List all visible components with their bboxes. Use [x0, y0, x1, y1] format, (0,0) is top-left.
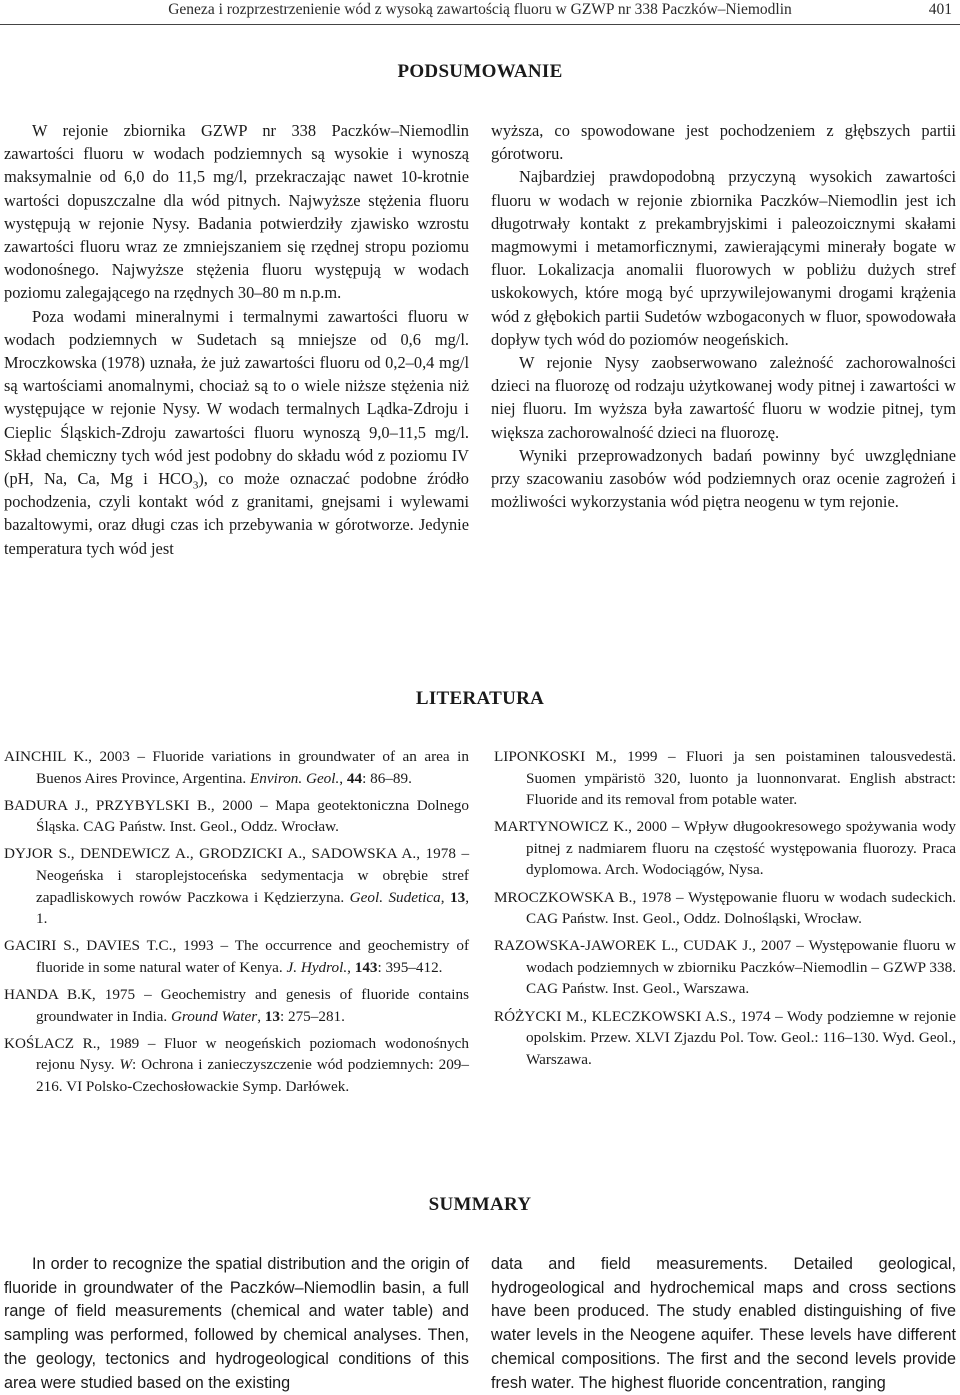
paragraph: In order to recognize the spatial distribution and the origin of fluoride in groundwater of the Paczków–Niemodlin basin, a full range of field measurements (chemical and water table) and sampling was performed, followed by chemical analyses. Then, the geology, tectonics and hydrogeological conditions of this area were studied based on the existing	[4, 1255, 469, 1392]
ref-text: ,	[257, 1007, 265, 1025]
ref-pages: , 1.	[36, 888, 470, 928]
reference-item	[4, 795, 469, 838]
ref-authors: DENDEWICZ A.	[80, 845, 190, 863]
ref-authors: DAVIES T.C.	[86, 937, 173, 955]
paragraph: data and field measurements. Detailed geological, hydrogeological and hydrochemical maps and cross sections have been produced. The study enabled distinguishing of five water levels in the Neogene aquifer. These levels have different chemical compositions. The first and the second levels provide fresh water. The highest fluoride concentration, ranging	[491, 1255, 956, 1392]
reference-item	[494, 1006, 956, 1071]
ref-authors: RAZOWSKA-JAWOREK L.	[494, 937, 675, 955]
ref-text: , 2000 – Wpływ długookresowego spożywania wody pitnej z nadmiarem fluoru na częstość występowania fluorozy. Praca dyplomowa. Arch. Wodociągów, Nysa.	[526, 818, 956, 879]
ref-text: ,	[440, 888, 451, 906]
ref-separator: ,	[189, 845, 200, 863]
podsumowanie-left-column	[4, 119, 469, 560]
references-left-column	[4, 746, 469, 1103]
ref-separator: ,	[302, 845, 312, 863]
ref-pages: : 86–89.	[362, 769, 412, 787]
paragraph: wyższa, co spowodowane jest pochodzeniem z głębszych partii górotworu.	[491, 121, 956, 164]
ref-text: , 1978 – Neogeńska i staroplejstoceńska sedymentacja w obrębie stref zapadliskowych rowów Paczkowa i Kędzierzyna.	[36, 845, 470, 906]
section-heading-literatura: LITERATURA	[415, 688, 545, 709]
running-header	[0, 0, 960, 26]
ref-text: ,	[339, 769, 347, 787]
summary-right-column	[491, 1253, 956, 1395]
paragraph-text: ), co może oznaczać podobne źródło pochodzenia, czyli kontakt wód z granitami, gnejsami i wylewami bazaltowymi, oraz długi czas ich przebywania w górotworze. Jedynie temperatura tych wód jest	[4, 469, 469, 558]
ref-authors: HANDA B.K	[4, 985, 92, 1003]
ref-separator: ,	[84, 796, 96, 814]
subscript: 3	[192, 479, 199, 492]
ref-authors: MROCZKOWSKA B.	[494, 888, 633, 906]
ref-authors: AINCHIL K.	[4, 748, 89, 765]
ref-authors: GACIRI S.	[4, 937, 76, 955]
ref-separator: ,	[583, 1007, 592, 1025]
ref-journal: W	[119, 1056, 133, 1074]
ref-volume: 143	[354, 958, 378, 976]
ref-separator: ,	[674, 937, 684, 955]
reference-item	[494, 746, 956, 811]
summary-left-column	[4, 1253, 469, 1395]
reference-item	[494, 935, 956, 1000]
reference-item	[494, 816, 956, 881]
ref-separator: ,	[70, 845, 81, 863]
header-rule	[0, 24, 960, 25]
paragraph: Najbardziej prawdopodobną przyczyną wysokich zawartości fluoru w wodach w rejonie zbiornika Paczków–Niemodlin jest ich długotrwały kontakt z prekambryjskimi i paleozoicznymi skałami magmowymi i metamorficznymi, zawierającymi minerały bogate w fluor. Lokalizacja anomalii fluorowych w pobliżu dużych stref uskokowych, które mogą być uprzywilejowanymi drogami krążenia wód z głębokich partii Sudetów wzbogaconych w fluor, spowodowała dopływ tych wód do poziomów neogeńskich.	[491, 167, 956, 349]
section-heading-summary: SUMMARY	[428, 1194, 532, 1215]
paragraph: W rejonie Nysy zaobserwowano zależność zachorowalności dzieci na fluorozę od rodzaju użytkowanej wody pitnej i zawartości w niej fluoru. Im wyższa była zawartość fluoru w wodzie pitnej, tym większa zachorowalność dzieci na fluorozę.	[491, 353, 956, 442]
ref-text: , 1999 – Fluori ja sen poistaminen talousvedestä. Suomen ympäristö 320, luonto ja luonnonvarat. English abstract: Fluoride and its removal from potable water.	[526, 748, 956, 809]
running-title: Geneza i rozprzestrzenienie wód z wysoką zawartością fluoru w GZWP nr 338 Paczków–Niemodlin	[168, 1, 792, 18]
podsumowanie-right-column	[491, 119, 956, 513]
paragraph-text: Poza wodami mineralnymi i termalnymi zawartości fluoru w wodach podziemnych w Sudetach są mniejsze od 0,6 mg/l. Mroczkowska (1978) uznała, że już zawartości fluoru od 0,2–0,4 mg/l są wartościami anomalnymi, chociaż są to o wiele niższe stężenia niż występujące w rejonie Nysy. W wodach termalnych Lądka-Zdroju i Cieplic Śląskich-Zdroju zawartości fluoru wynoszą 9,0–11,5 mg/l. Skład chemiczny tych wód jest podobny do składu wód z poziomu IV (pH, Na, Ca, Mg i HCO	[4, 306, 469, 489]
paragraph: W rejonie zbiornika GZWP nr 338 Paczków–Niemodlin zawartości fluoru w wodach podziemnych są wysokie i wynoszą maksymalnie od 6,0 do 11,5 mg/l, przekraczając nawet 10-krotnie wartości dopuszczalne dla wód pitnych. Najwyższe stężenia fluoru występują w rejonie Nysy. Badania potwierdziły zjawisko wzrostu zawartości fluoru wraz ze zmniejszaniem się rzędnej stropu poziomu wodonośnego. Najwyższe stężenia fluoru występują w wodach poziomu zalegającego na rzędnych 30–80 m n.p.m.	[4, 121, 469, 303]
ref-pages: : 395–412.	[377, 958, 443, 976]
paragraph	[4, 305, 469, 560]
ref-text: , 1989 – Fluor w neogeńskich poziomach wodonośnych rejonu Nysy.	[36, 1034, 470, 1074]
ref-text: , 2007 – Występowanie fluoru w wodach podziemnych w zbiorniku Paczków–Niemodlin – GZWP 338. CAG Państw. Inst. Geol., Warszawa.	[526, 937, 957, 998]
reference-item	[4, 1033, 469, 1098]
paragraph: Wyniki przeprowadzonych badań powinny być uwzględniane przy szacowaniu zasobów wód podziemnych oraz ocenie zagrożeń i możliwości wykorzystania wód piętra neogenu w tym rejonie.	[491, 445, 956, 512]
ref-authors: LIPONKOSKI M.	[494, 748, 613, 765]
ref-authors: GRODZICKI A.	[199, 845, 303, 863]
section-heading-podsumowanie: PODSUMOWANIE	[397, 61, 563, 82]
ref-journal: Ground Water	[170, 1007, 258, 1025]
ref-authors: BADURA J.	[4, 796, 85, 814]
ref-authors: RÓŻYCKI M.	[494, 1007, 584, 1025]
ref-text: , 1978 – Występowanie fluoru w wodach sudeckich. CAG Państw. Inst. Geol., Oddz. Dolnośląski, Wrocław.	[526, 888, 956, 928]
ref-authors: SADOWSKA A.	[311, 845, 417, 863]
reference-item	[4, 843, 469, 929]
ref-text: ,	[347, 958, 355, 976]
ref-journal: Environ. Geol.	[250, 769, 340, 787]
reference-item	[4, 935, 469, 978]
ref-authors: DYJOR S.	[4, 845, 71, 863]
references-right-column	[494, 746, 956, 1076]
ref-text: , 1974 – Wody podziemne w rejonie opolskim. Przew. XLVI Zjazdu Pol. Tow. Geol.: 116–130. Wyd. Geol., Warszawa.	[526, 1007, 957, 1068]
ref-authors: PRZYBYLSKI B.	[95, 796, 211, 814]
ref-separator: ,	[75, 937, 87, 955]
ref-pages: : 275–281.	[279, 1007, 345, 1025]
ref-journal: Geol. Sudetica	[349, 888, 441, 906]
reference-item	[4, 984, 469, 1027]
ref-volume: 44	[346, 769, 363, 787]
ref-text: , 1993 – The occurrence and geochemistry of fluoride in some natural water of Kenya.	[36, 937, 469, 976]
reference-item	[494, 887, 956, 930]
ref-text: , 2000 – Mapa geotektoniczna Dolnego Śląska. CAG Państw. Inst. Geol., Oddz. Wrocław.	[36, 796, 469, 836]
ref-text: , 2003 – Fluoride variations in groundwater of an area in Buenos Aires Province, Argentina.	[36, 748, 469, 787]
ref-text: : Ochrona i zanieczyszczenie wód podziemnych: 209–216. VI Polsko-Czechosłowackie Symp. Darłówek.	[36, 1056, 469, 1095]
ref-authors: KLECZKOWSKI A.S.	[591, 1007, 732, 1025]
ref-volume: 13	[264, 1007, 280, 1025]
ref-journal: J. Hydrol.	[286, 958, 348, 976]
ref-volume: 13	[450, 888, 466, 906]
reference-item	[4, 746, 469, 789]
ref-authors: CUDAK J.	[683, 937, 753, 955]
ref-authors: MARTYNOWICZ K.	[494, 818, 629, 836]
ref-authors: KOŚLACZ R.	[4, 1034, 97, 1052]
ref-text: , 1975 – Geochemistry and genesis of fluoride contains groundwater in India.	[36, 985, 469, 1025]
page-number: 401	[928, 1, 952, 18]
